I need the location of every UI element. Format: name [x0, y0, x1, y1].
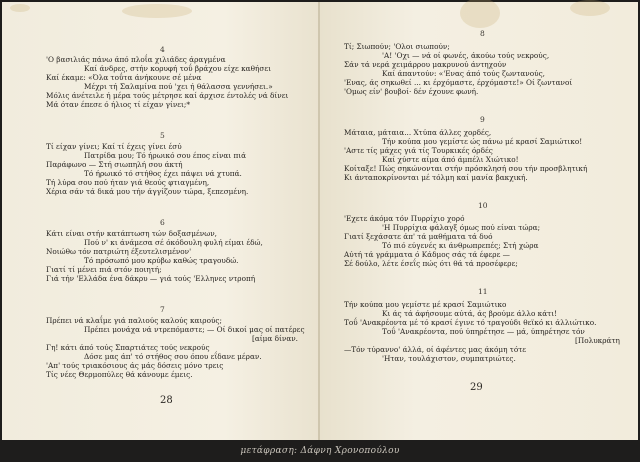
verse-line: [Πολυκράτη — [575, 336, 620, 345]
verse-line: Πρέπει νά κλαΐμε γιά παλιούς καλούς καιρούς; — [46, 316, 222, 325]
verse-line: 'Απ' τούς τριακόσιους άς μάς δόσεις μόνο τρεις — [46, 361, 224, 370]
verse-line: 'Η Πυρρίχια φάλαγξ όμως πού είναι τώρα; — [382, 223, 541, 232]
verse-line: —Τόν τύραννο' άλλά, οί άφέντες μας άκόμη τότε — [344, 345, 527, 354]
page-number: 29 — [470, 382, 483, 393]
verse-line: Τίς νέες Θερμοπύλες θά κάνουμε έμεις. — [46, 370, 193, 379]
verse-line: 'Α! 'Οχι — νά οί φωνές, άκούω τούς νεκρούς, — [382, 51, 550, 60]
verse-line: Τοΰ 'Ανακρέοντα, πού ύπηρέτησε — μά, ύπηρέτησε τόν — [382, 327, 585, 336]
verse-line: Τή λύρα σου πού ήταν γιά θεούς φτιαγμένη, — [46, 178, 210, 187]
verse-line: Κάτι είναι στήν κατάπτωση τών δοξασμένων, — [46, 229, 217, 238]
verse-line: Τό ήρωικό τό στήθος έχει πάψει νά χτυπά. — [84, 169, 242, 178]
verse-line: Μόλις άνέτειλε ή μέρα τούς μέτρησε καί άρχισε έντολές νά δίνει — [46, 91, 289, 100]
stanza-number: 10 — [478, 201, 488, 210]
verse-line: Παράφωνο — Στή σιωπηλή σου άκτή — [46, 160, 183, 169]
verse-line: Γιατί ξεχάσατε άπ' τά μαθήματα τά δυό — [344, 232, 493, 241]
verse-line: Γη! κάτι άπό τούς Σπαρτιάτες τούς νεκρούς — [46, 343, 210, 352]
verse-line: Νοιώθω τόν πατριώτη έξευτελισμένον' — [46, 247, 192, 256]
verse-line: Δόσε μας άπ' τό στήθος σου όπου εΐδανε μέραν. — [84, 352, 262, 361]
verse-line: Τί; Σιωπούν; 'Ολοι σιωπούν; — [344, 42, 450, 51]
verse-line: Κοίταξε! Πώς σηκώνονται στήν πρόσκλησή σου τήν προσβλητική — [344, 164, 588, 173]
stanza-number: 6 — [160, 218, 165, 227]
verse-line: 'Αστε τίς μάχες γιά τίς Τουρκικές όρδές — [344, 146, 493, 155]
verse-line: Μά όταν έπεσε ό ήλιος τί είχαν γίνει;* — [46, 100, 191, 109]
verse-line: Πρέπει μονάχα νά ντρεπόμαστε; — Οί δικοί μας οί πατέρες — [84, 325, 305, 334]
right-page — [320, 2, 638, 440]
verse-line: 'Ηταν, τουλάχιστον, συμπατριώτες. — [382, 354, 516, 363]
verse-line: Αύτή τά γράμματα ό Κάδμος σάς τά έφερε — — [344, 250, 510, 259]
paper-stain — [570, 0, 610, 16]
verse-line: Σέ δούλο, λέτε έσεΐς πώς ότι θά τά προσέφερε; — [344, 259, 518, 268]
verse-line: Καί χύστε αίμα άπό άμπέλι Χιώτικο! — [382, 155, 519, 164]
verse-line: Χέρια σάν τά δικά μου τήν άγγίζουν τώρα, ξεπεσμένη. — [46, 187, 249, 196]
verse-line: Τό πιό εύγενές κι άνθρωπρεπές; Στή χώρα — [382, 241, 539, 250]
paper-stain — [460, 0, 500, 28]
verse-line: Γιά τήν 'Ελλάδα ένα δάκρυ — γιά τούς 'Ελληνες ντροπή — [46, 274, 256, 283]
verse-line: Τοΰ 'Ανακρέοντα μέ τό κρασί έγινε τό τραγούδι θεϊκό κι άλλιώτικο. — [344, 318, 597, 327]
stanza-number: 11 — [478, 287, 488, 296]
verse-line: Πατρίδα μου; Τό ήρωικό σου έπος είναι πιά — [84, 151, 247, 160]
verse-line: 'Ο βασιλιάς πάνω άπό πλοΐα χιλιάδες άραγμένα — [46, 55, 226, 64]
stanza-number: 8 — [480, 29, 485, 38]
page-number: 28 — [160, 395, 173, 406]
verse-line: Καί άπαντούν: «'Ενας άπό τούς ζωντανούς, — [382, 69, 545, 78]
verse-line: 'Εχετε άκόμα τόν Πυρρίχιο χορό — [344, 214, 465, 223]
verse-line: 'Ομως είν' βουβοί· δέν έχουνε φωνή. — [344, 87, 479, 96]
verse-line: [αίμα δίναν. — [252, 334, 298, 343]
paper-stain — [10, 4, 30, 12]
verse-line: Καί άνδρες, στήν κορυφή τοΰ βράχου είχε καθήσει — [84, 64, 271, 73]
verse-line: Πού ν' κι άνάμεσα σέ όκόδουλη φυλή είμαι έδώ, — [84, 238, 263, 247]
verse-line: Μάταια, μάταια... Χτύπα άλλες χορδές, — [344, 128, 492, 137]
left-page — [2, 2, 320, 440]
verse-line: Σάν τά νερά χειμάρρου μακρυνού άντηχούν — [344, 60, 507, 69]
verse-line: 'Ενας, άς σηκωθεί ... κι έρχόμαστε, έρχόμαστε!» Οί ζωντανοί — [344, 78, 573, 87]
verse-line: Τήν κούπα μου γεμίστε ώς πάνω μέ κρασί Σαμιώτικο! — [382, 137, 583, 146]
verse-line: Κι άνταποκρίνονται μέ τόλμη καί μανία βακχική. — [344, 173, 528, 182]
verse-line: Μέχρι τή Σαλαμίνα πού 'χει ή θάλασσα γεννήσει.» — [84, 82, 273, 91]
stanza-number: 7 — [160, 305, 165, 314]
stanza-number: 4 — [160, 45, 165, 54]
verse-line: Τί είχαν γίνει; Καί τί έχεις γίνει έσύ — [46, 142, 182, 151]
translator-credit: μετάφραση: Δάφνη Χρονοπούλου — [240, 446, 400, 456]
verse-line: Καί έκαμε: «Όλα τοΰτα άνήκουνε σέ μένα — [46, 73, 202, 82]
stanza-number: 5 — [160, 131, 165, 140]
verse-line: Κι άς τά άφήσουμε αύτά, άς βρούμε άλλο κάτι! — [382, 309, 557, 318]
book-spread — [2, 2, 638, 440]
verse-line: Τήν κούπα μου γεμίστε μέ κρασί Σαμιώτικο — [344, 300, 507, 309]
verse-line: Γιατί τί μένει πιά στόν ποιητή; — [46, 265, 162, 274]
verse-line: Τό πρόσωπό μου κρύβω καθώς τραγουδώ. — [84, 256, 239, 265]
paper-stain — [122, 4, 192, 18]
stanza-number: 9 — [480, 115, 485, 124]
